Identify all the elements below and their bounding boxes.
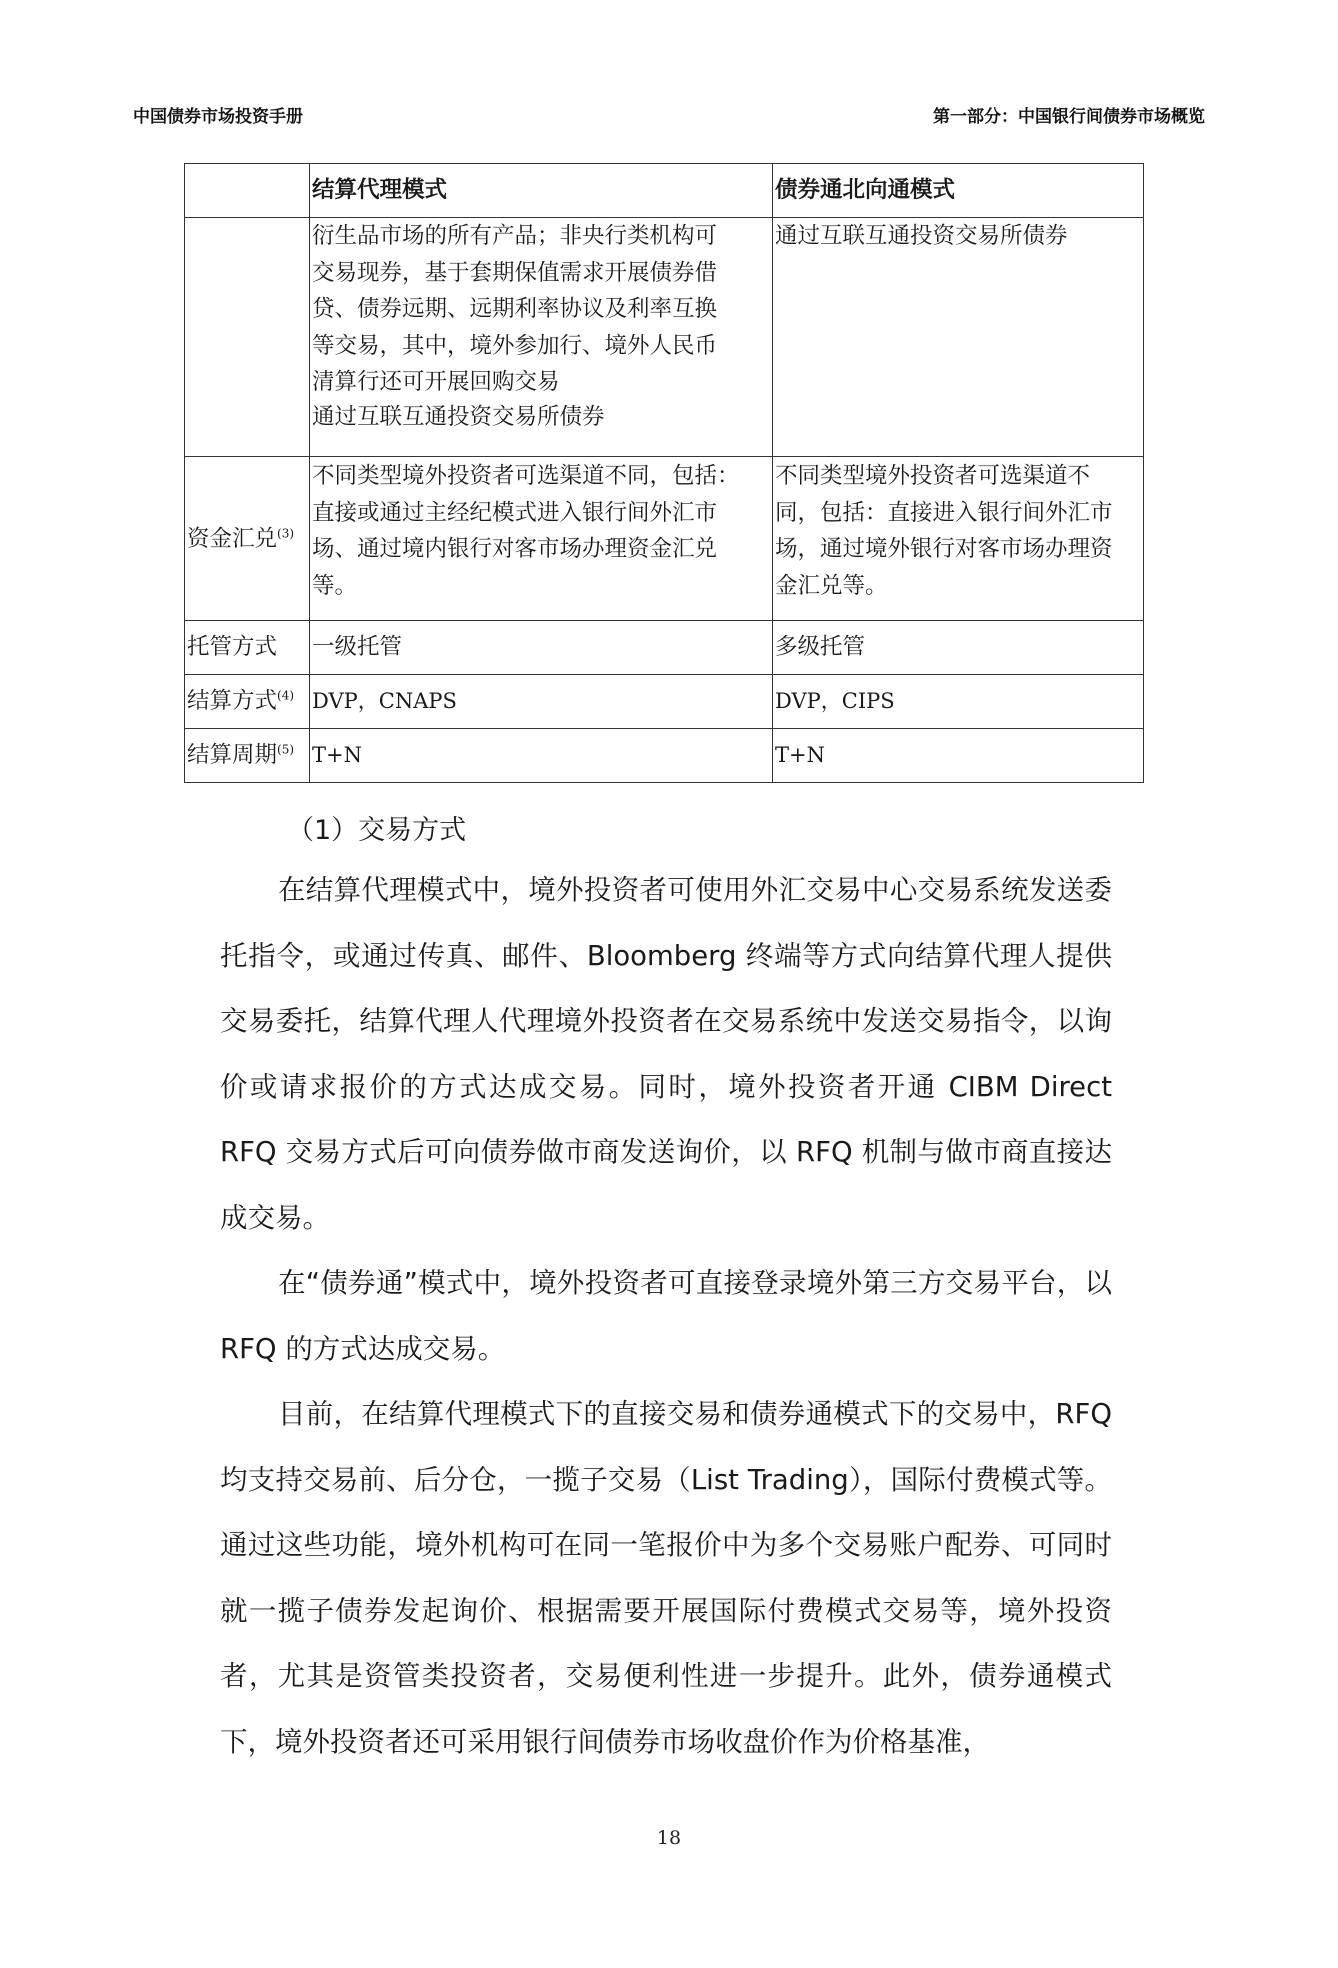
table-row xyxy=(185,675,1144,729)
cell-line: 金汇兑等。 xyxy=(775,572,888,599)
paragraph: 在“债券通”模式中，境外投资者可直接登录境外第三方交易平台，以 RFQ 的方式达成交易。 xyxy=(220,1267,1112,1365)
row-label-text: 结算周期 xyxy=(187,742,278,768)
cell-settlement-agent xyxy=(310,218,773,457)
header-section-title: 第一部分：中国银行间债券市场概览 xyxy=(933,107,1205,127)
cell-line: 等交易，其中，境外参加行、境外人民币 xyxy=(312,332,718,359)
cell-line: 衍生品市场的所有产品；非央行类机构可 xyxy=(312,223,718,249)
cell-bond-connect xyxy=(773,218,1144,457)
footnote-marker: (5) xyxy=(277,742,295,757)
paragraph: 目前，在结算代理模式下的直接交易和债券通模式下的交易中，RFQ 均支持交易前、后分仓，一揽子交易（List Trading），国际付费模式等。通过这些功能，境外机构可在同一笔报价中为多个交易账户配券、可同时就一揽子债券发起询价、根据需要开展国际付费模式交易等，境外投资者，尤其是资管类投资者，交易便利性进一步提升。此外，债券通模式下，境外投资者还可采用银行间债券市场收盘价作为价格基准， xyxy=(220,1398,1112,1758)
table-header-bond-connect: 债券通北向通模式 xyxy=(773,164,1144,218)
section-heading: （1）交易方式 xyxy=(287,815,467,846)
table-row xyxy=(185,218,1144,457)
cell-line: 场、通过境内银行对客市场办理资金汇兑 xyxy=(312,536,718,562)
table-header-row xyxy=(185,164,1144,218)
cell-bond-connect: T+N xyxy=(773,729,1144,783)
row-label-text: 结算方式 xyxy=(187,688,278,714)
page-number: 18 xyxy=(656,1827,682,1849)
cell-settlement-agent: DVP，CNAPS xyxy=(310,675,773,729)
table-row xyxy=(185,621,1144,675)
cell-line: 同，包括：直接进入银行间外汇市 xyxy=(775,499,1113,526)
cell-bond-connect: DVP，CIPS xyxy=(773,675,1144,729)
cell-line: 通过互联互通投资交易所债券 xyxy=(312,403,605,430)
row-label xyxy=(185,621,310,675)
cell-line: 直接或通过主经纪模式进入银行间外汇市 xyxy=(312,499,718,526)
cell-settlement-agent xyxy=(310,457,773,621)
cell-settlement-agent: T+N xyxy=(310,729,773,783)
cell-line: 通过互联互通投资交易所债券 xyxy=(775,223,1068,249)
cell-line: 交易现券，基于套期保值需求开展债券借 xyxy=(312,259,718,286)
table-header-settlement-agent: 结算代理模式 xyxy=(310,164,773,218)
paragraph: 在结算代理模式中，境外投资者可使用外汇交易中心交易系统发送委托指令，或通过传真、邮件、Bloomberg 终端等方式向结算代理人提供交易委托，结算代理人代理境外投资者在交易系统中发送交易指令，以询价或请求报价的方式达成交易。同时，境外投资者开通 CIBM Direct RFQ 交易方式后可向债券做市商发送询价，以 RFQ 机制与做市商直接达成交易。 xyxy=(220,874,1112,1234)
row-label xyxy=(185,218,310,457)
table-row xyxy=(185,457,1144,621)
comparison-table xyxy=(184,163,1144,783)
cell-bond-connect: 多级托管 xyxy=(773,621,1144,675)
row-label-text: 托管方式 xyxy=(187,634,278,660)
row-label-text: 资金汇兑 xyxy=(187,525,278,552)
cell-line: 贷、债券远期、远期利率协议及利率互换 xyxy=(312,296,718,322)
table-row xyxy=(185,729,1144,783)
table-header-blank xyxy=(185,164,310,218)
cell-bond-connect xyxy=(773,457,1144,621)
cell-line: 场，通过境外银行对客市场办理资 xyxy=(775,536,1113,562)
cell-settlement-agent: 一级托管 xyxy=(310,621,773,675)
header-book-title: 中国债券市场投资手册 xyxy=(133,107,303,127)
row-label xyxy=(185,729,310,783)
cell-line: 不同类型境外投资者可选渠道不 xyxy=(775,463,1091,489)
footnote-marker: (3) xyxy=(277,526,295,541)
row-label xyxy=(185,457,310,621)
footnote-marker: (4) xyxy=(277,688,295,703)
row-label xyxy=(185,675,310,729)
cell-line: 清算行还可开展回购交易 xyxy=(312,369,560,395)
cell-line: 等。 xyxy=(312,572,358,599)
cell-line: 不同类型境外投资者可选渠道不同，包括： xyxy=(312,463,740,489)
